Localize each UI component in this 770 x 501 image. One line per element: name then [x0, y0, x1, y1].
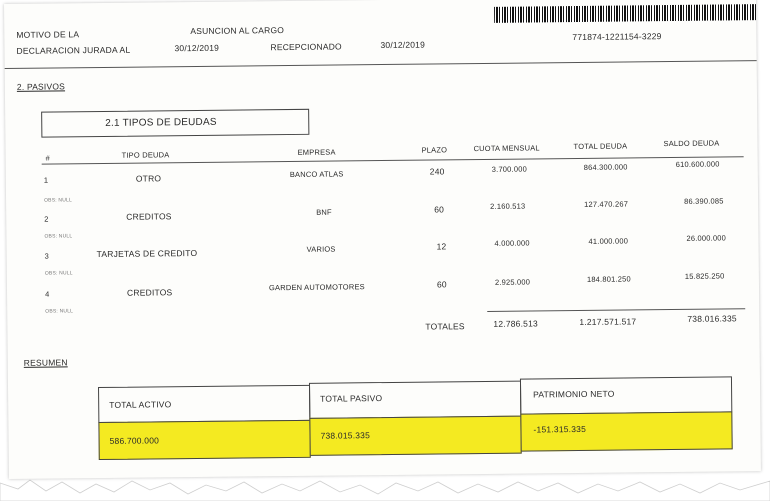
row-tipo: CREDITOS	[126, 287, 173, 298]
resumen-header-patrimonio-label: PATRIMONIO NETO	[533, 388, 615, 400]
resumen-title: RESUMEN	[23, 357, 68, 368]
header-divider	[5, 60, 757, 69]
row-plazo: 60	[434, 204, 445, 215]
row-empresa: GARDEN AUTOMOTORES	[268, 282, 365, 293]
barcode-number: 771874-1221154-3229	[572, 31, 662, 43]
row-saldo: 26.000.000	[686, 233, 727, 243]
motivo-value: ASUNCION AL CARGO	[190, 25, 285, 37]
resumen-header-patrimonio	[520, 376, 732, 414]
col-num: #	[45, 153, 51, 163]
row-total: 41.000.000	[588, 236, 629, 246]
motivo-label-1: MOTIVO DE LA	[16, 29, 80, 40]
row-plazo: 60	[436, 279, 447, 290]
resumen-header-pasivo	[309, 381, 521, 419]
row-plazo: 240	[429, 166, 445, 177]
totals-rule	[487, 308, 745, 312]
row-saldo: 86.390.085	[684, 196, 724, 206]
row-cuota: 2.925.000	[494, 277, 531, 287]
deudas-title: 2.1 TIPOS DE DEUDAS	[105, 116, 217, 129]
row-cuota: 4.000.000	[494, 238, 530, 248]
barcode-image	[494, 4, 756, 23]
row-total: 184.801.250	[586, 274, 631, 284]
total-activo-value: 586.700.000	[109, 435, 160, 446]
col-tipo: TIPO DEUDA	[121, 150, 170, 160]
row-plazo: 12	[436, 241, 447, 252]
document-page	[4, 0, 761, 479]
row-tipo: TARJETAS DE CREDITO	[96, 247, 198, 260]
totales-label: TOTALES	[425, 321, 465, 332]
col-empresa: EMPRESA	[297, 147, 336, 157]
row-tipo: CREDITOS	[126, 211, 172, 222]
torn-edge	[0, 471, 770, 501]
resumen-header-activo	[98, 385, 310, 423]
row-empresa: BNF	[316, 207, 332, 217]
recepcionado-label: RECEPCIONADO	[270, 41, 342, 53]
row-saldo: 610.600.000	[675, 159, 720, 169]
col-saldo: SALDO DEUDA	[663, 138, 720, 149]
col-cuota: CUOTA MENSUAL	[473, 143, 540, 154]
total-pasivo-value: 738.015.335	[320, 430, 371, 441]
table-row: 4	[44, 289, 50, 299]
col-total: TOTAL DEUDA	[573, 141, 628, 152]
table-row: 1	[43, 175, 49, 185]
totales-total: 1.217.571.517	[579, 316, 637, 327]
row-note: OBS: NULL	[44, 233, 73, 240]
totales-saldo: 738.016.335	[687, 313, 737, 324]
row-tipo: OTRO	[135, 173, 162, 184]
declaracion-fecha: 30/12/2019	[174, 42, 220, 54]
row-note: OBS: NULL	[45, 308, 74, 315]
row-total: 127.470.267	[584, 199, 629, 209]
resumen-value-pasivo	[309, 416, 521, 456]
row-cuota: 2.160.513	[490, 201, 526, 211]
row-note: OBS: NULL	[44, 270, 73, 277]
col-plazo: PLAZO	[421, 145, 448, 155]
table-row: 2	[44, 214, 49, 224]
resumen-value-activo	[98, 420, 310, 460]
row-cuota: 3.700.000	[491, 164, 527, 174]
table-row: 3	[44, 251, 50, 261]
row-empresa: VARIOS	[306, 244, 336, 254]
resumen-header-pasivo-label: TOTAL PASIVO	[320, 393, 383, 404]
motivo-label-2: DECLARACION JURADA AL	[16, 44, 131, 56]
row-total: 864.300.000	[583, 162, 628, 172]
totales-cuota: 12.786.513	[493, 318, 538, 329]
resumen-header-activo-label: TOTAL ACTIVO	[109, 399, 172, 410]
row-empresa: BANCO ATLAS	[289, 169, 344, 180]
resumen-value-patrimonio	[520, 411, 732, 451]
section-title: 2. PASIVOS	[16, 81, 66, 92]
row-saldo: 15.825.250	[684, 271, 725, 281]
patrimonio-neto-value: -151.315.335	[533, 423, 587, 435]
recepcionado-fecha: 30/12/2019	[380, 39, 426, 51]
row-note: OBS: NULL	[44, 197, 73, 204]
